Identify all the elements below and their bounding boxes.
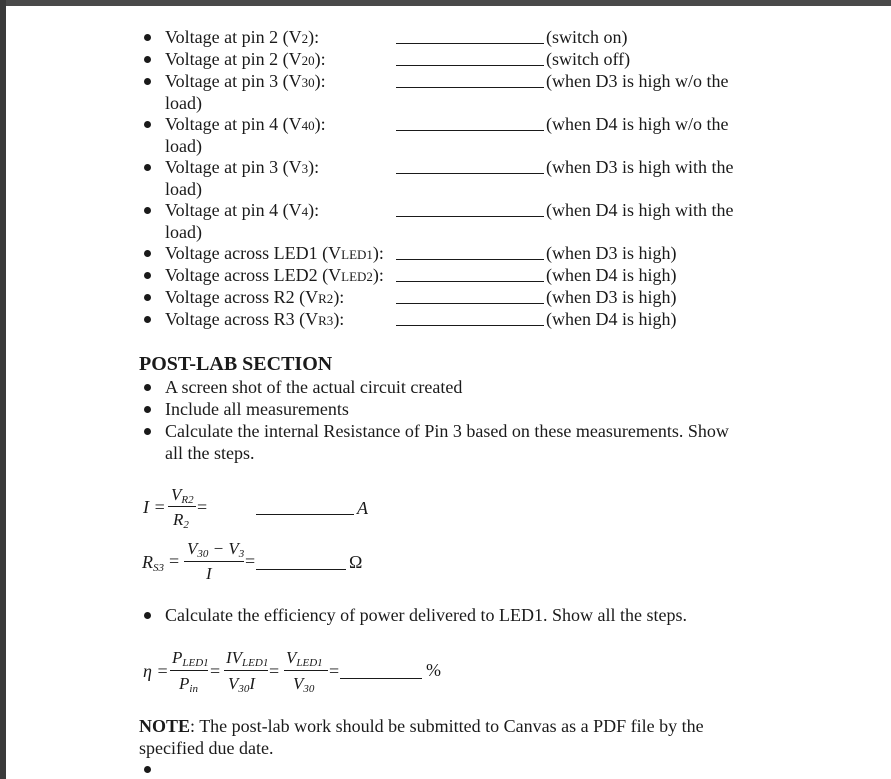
measurement-answer-blank[interactable] — [396, 216, 544, 217]
measurement-label: Voltage at pin 2 (V20): — [165, 49, 326, 69]
measurement-condition: (when D3 is high w/o the — [546, 71, 729, 91]
measurement-label: Voltage across R3 (VR3): — [165, 309, 345, 329]
measurement-label: Voltage across R2 (VR2): — [165, 287, 345, 307]
measurement-answer-blank[interactable] — [396, 325, 544, 326]
measurement-condition: (when D4 is high) — [546, 309, 677, 329]
bullet — [144, 612, 151, 619]
resistance-answer-blank[interactable] — [256, 569, 346, 570]
measurement-label-wrap: load) — [165, 222, 202, 242]
resistance-unit: Ω — [349, 552, 363, 572]
measurement-condition: (switch off) — [546, 49, 631, 69]
measurement-answer-blank[interactable] — [396, 130, 544, 131]
note-label: NOTE — [139, 716, 191, 736]
note-text: : The post-lab work should be submitted to Canvas as a PDF file by the — [190, 716, 704, 736]
postlab-heading: POST-LAB SECTION — [139, 353, 333, 375]
bullet — [144, 384, 151, 391]
current-unit: A — [357, 498, 368, 518]
efficiency-unit: % — [426, 660, 441, 680]
bullet — [144, 294, 151, 301]
bullet — [144, 121, 151, 128]
measurement-label: Voltage at pin 2 (V2): — [165, 27, 320, 47]
measurement-label: Voltage at pin 3 (V30): — [165, 71, 326, 91]
measurement-label-wrap: load) — [165, 136, 202, 156]
postlab-item-resistance: Calculate the internal Resistance of Pin 3 based on these measurements. Show — [165, 421, 729, 441]
measurement-label-wrap: load) — [165, 93, 202, 113]
note-paragraph-wrap: specified due date. — [139, 738, 274, 758]
bullet — [144, 250, 151, 257]
bullet — [144, 34, 151, 41]
current-answer-blank[interactable] — [256, 514, 354, 515]
postlab-item-efficiency: Calculate the efficiency of power delivered to LED1. Show all the steps. — [165, 605, 687, 625]
measurement-condition: (when D3 is high) — [546, 287, 677, 307]
measurement-label: Voltage at pin 4 (V4): — [165, 200, 320, 220]
measurement-answer-blank[interactable] — [396, 281, 544, 282]
measurement-condition: (when D4 is high with the — [546, 200, 734, 220]
bullet — [144, 164, 151, 171]
bullet — [144, 316, 151, 323]
measurement-condition: (when D4 is high) — [546, 265, 677, 285]
bullet — [144, 207, 151, 214]
measurement-condition: (when D3 is high with the — [546, 157, 734, 177]
measurement-condition: (when D3 is high) — [546, 243, 677, 263]
bullet — [144, 56, 151, 63]
efficiency-answer-blank[interactable] — [340, 678, 422, 679]
bullet — [144, 78, 151, 85]
measurement-answer-blank[interactable] — [396, 87, 544, 88]
bullet — [144, 406, 151, 413]
measurement-condition: (switch on) — [546, 27, 628, 47]
bullet — [144, 272, 151, 279]
postlab-item-resistance-wrap: all the steps. — [165, 443, 255, 463]
measurement-answer-blank[interactable] — [396, 259, 544, 260]
document-page: Voltage at pin 2 (V2): (switch on) Voltage at pin 2 (V20): (switch off) Voltage at pin 3 (V30): (when D3 is high w/o the load) Voltage at pin 4 (V40): (when D4 is high w/o the load) Voltage at pin 3 (V3): (when D3 is high with the load) Voltage at pin 4 (V4): (when D4 is high with the load) Voltage across LED1 (VLED1): (when D3 is high) Voltage across LED2 (VLED2): (when D4 is high) Voltage across R2 (VR2): (when D3 is high) Voltage across R3 (VR3): (when D4 is high) POST-LAB SECTION A screen shot of the actual circuit created Include all measurements Calculate the internal Resistance of Pin 3 based on these measurements. Show all the steps. I = $V_{R2}$ $R_2$ = A $R_{S3}$ = $V_{30} - V_3$ I = Ω Calculate the efficiency of power delivered to LED1. Show all the steps. η = $P_{LED1}$ $P_{in}$ = $IV_{LED1}$ $V_{30}I$ = $V_{LED1}$ $V_{30}$ = % NOTE: The post-lab work should be submitted to Canvas as a PDF file by the specified due date. — [6, 6, 891, 779]
measurement-label-wrap: load) — [165, 179, 202, 199]
bullet — [144, 428, 151, 435]
postlab-item-screenshot: A screen shot of the actual circuit created — [165, 377, 463, 397]
empty-bullet — [144, 766, 151, 773]
measurement-answer-blank[interactable] — [396, 173, 544, 174]
measurement-condition: (when D4 is high w/o the — [546, 114, 729, 134]
measurement-answer-blank[interactable] — [396, 43, 544, 44]
postlab-item-measurements: Include all measurements — [165, 399, 349, 419]
measurement-label: Voltage at pin 4 (V40): — [165, 114, 326, 134]
measurement-label: Voltage at pin 3 (V3): — [165, 157, 320, 177]
note-paragraph — [139, 715, 704, 737]
measurement-answer-blank[interactable] — [396, 65, 544, 66]
measurement-label: Voltage across LED1 (VLED1): — [165, 243, 384, 263]
measurement-answer-blank[interactable] — [396, 303, 544, 304]
measurement-label: Voltage across LED2 (VLED2): — [165, 265, 384, 285]
